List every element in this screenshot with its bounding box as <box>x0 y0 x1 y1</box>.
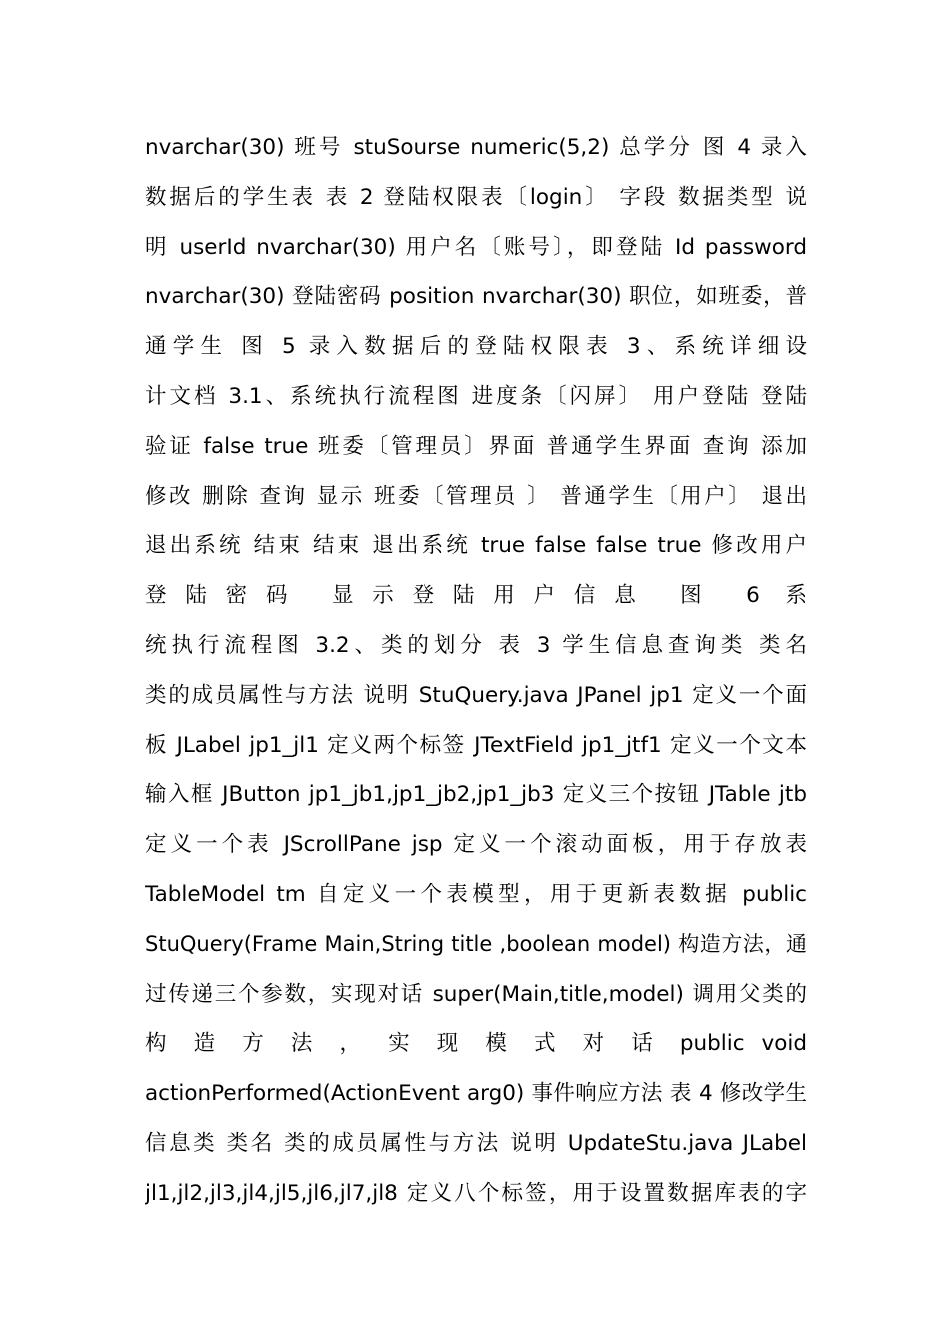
text-line: 过传递三个参数，实现对话 super(Main,title,model) 调用父类的 <box>145 981 807 1007</box>
text-line: 板 JLabel jp1_jl1 定义两个标签 JTextField jp1_jtf1 定义一个文本 <box>145 732 807 758</box>
body-text <box>145 123 807 1219</box>
text-line: 验证 false true 班委〔管理员〕界面 普通学生界面 查询 添加 <box>145 433 807 459</box>
text-line: 修改 删除 查询 显示 班委〔管理员 〕 普通学生〔用户〕 退出 <box>145 483 807 509</box>
text-line: nvarchar(30) 班号 stuSourse numeric(5,2) 总学分 图 4 录入 <box>145 135 807 160</box>
text-line: nvarchar(30) 登陆密码 position nvarchar(30) 职位，如班委，普 <box>145 284 807 310</box>
text-line: StuQuery(Frame Main,String title ,boolean model) 构造方法，通 <box>145 931 807 956</box>
text-line: TableModel tm 自定义一个表模型，用于更新表数据 public <box>145 881 807 907</box>
text-line: 统执行流程图 3.2、类的划分 表 3 学生信息查询类 类名 <box>145 632 807 658</box>
text-line: 通学生 图 5 录入数据后的登陆权限表 3、系统详细设 <box>145 334 807 360</box>
text-line: 明 userId nvarchar(30) 用户名〔账号〕，即登陆 Id password <box>145 234 807 260</box>
text-line: 计文档 3.1、系统执行流程图 进度条〔闪屏〕 用户登陆 登陆 <box>145 383 807 409</box>
text-line: 输入框 JButton jp1_jb1,jp1_jb2,jp1_jb3 定义三个按钮 JTable jtb <box>145 782 807 808</box>
text-line: 定义一个表 JScrollPane jsp 定义一个滚动面板，用于存放表 <box>145 832 807 858</box>
text-line: 类的成员属性与方法 说明 StuQuery.java JPanel jp1 定义一个面 <box>145 682 807 708</box>
text-line: 数据后的学生表 表 2 登陆权限表〔login〕 字段 数据类型 说 <box>145 184 807 210</box>
text-line: actionPerformed(ActionEvent arg0) 事件响应方法 表 4 修改学生 <box>145 1081 807 1107</box>
text-line: jl1,jl2,jl3,jl4,jl5,jl6,jl7,jl8 定义八个标签，用于设置数据库表的字 <box>145 1180 807 1206</box>
text-line: 信息类 类名 类的成员属性与方法 说明 UpdateStu.java JLabel <box>145 1130 807 1156</box>
text-line: 登陆密码 显示登陆用户信息 图 6 系 <box>145 583 807 609</box>
text-line: 构 造 方 法 ， 实 现 模 式 对 话 public void <box>145 1031 807 1057</box>
text-line: 退出系统 结束 结束 退出系统 true false false true 修改用户 <box>145 533 807 559</box>
